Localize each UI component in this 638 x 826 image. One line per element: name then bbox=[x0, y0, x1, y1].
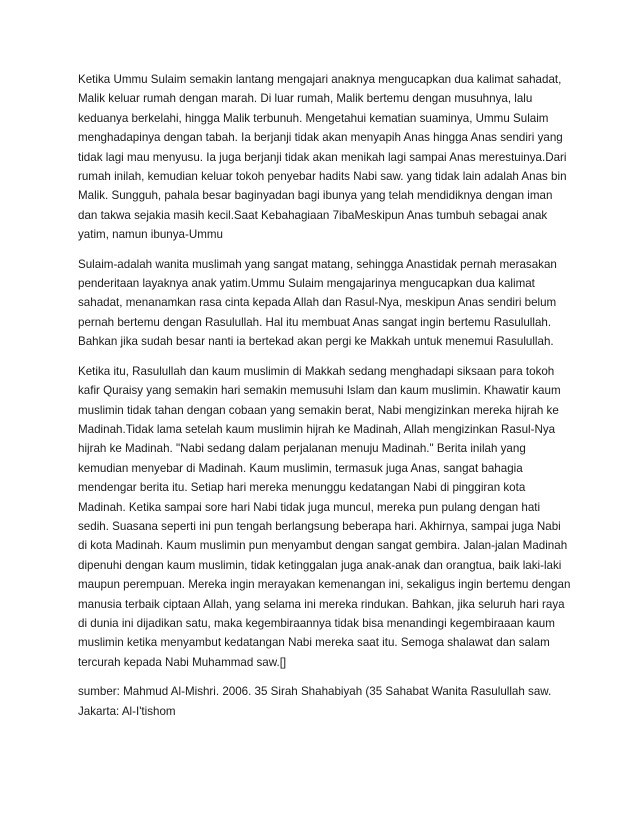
paragraph-anas-upbringing: Sulaim-adalah wanita muslimah yang sangat matang, sehingga Anastidak pernah merasakan penderitaan layaknya anak yatim.Ummu Sulaim mengajarinya mengucapkan dua kalimat sahadat, menanamkan rasa cinta kepada Allah dan Rasul-Nya, meskipun Anas sendiri belum pernah bertemu dengan Rasulullah. Hal itu membuat Anas sangat ingin bertemu Rasulullah. Bahkan jika sudah besar nanti ia bertekad akan pergi ke Makkah untuk menemui Rasulullah. bbox=[78, 257, 557, 349]
paragraph-malik-death: Ketika Ummu Sulaim semakin lantang mengajari anaknya mengucapkan dua kalimat sahadat, Malik keluar rumah dengan marah. Di luar rumah, Malik bertemu dengan musuhnya, lalu keduanya berkelahi, hingga Malik terbunuh. Mengetahui kematian suaminya, Ummu Sulaim menghadapinya dengan tabah. Ia berjanji tidak akan menyapih Anas hingga Anas sendiri yang tidak lagi mau menyusu. Ia juga berjanji tidak akan menikah lagi sampai Anas merestuinya.Dari rumah inilah, kemudian keluar tokoh penyebar hadits Nabi saw. yang tidak lain adalah Anas bin Malik. Sungguh, pahala besar baginyadan bagi ibunya yang telah mendidiknya dengan iman dan takwa sejakia masih kecil.Saat Kebahagiaan 7ibaMeskipun Anas tumbuh sebagai anak yatim, namun ibunya-Ummu bbox=[78, 73, 567, 242]
paragraph-hijrah-arrival: Ketika itu, Rasulullah dan kaum muslimin di Makkah sedang menghadapi siksaan para tokoh kafir Quraisy yang semakin hari semakin memusuhi Islam dan kaum muslimin. Khawatir kaum muslimin tidak tahan dengan cobaan yang semakin berat, Nabi mengizinkan mereka hijrah ke Madinah.Tidak lama setelah kaum muslimin hijrah ke Madinah, Allah mengizinkan Rasul-Nya hijrah ke Madinah. "Nabi sedang dalam perjalanan menuju Madinah." Berita inilah yang kemudian menyebar di Madinah. Kaum muslimin, termasuk juga Anas, sangat bahagia mendengar berita itu. Setiap hari mereka menunggu kedatangan Nabi di pinggiran kota Madinah. Ketika sampai sore hari Nabi tidak juga muncul, mereka pun pulang dengan hati sedih. Suasana seperti ini pun tengah berlangsung beberapa hari. Akhirnya, sampai juga Nabi di kota Madinah. Kaum muslimin pun menyambut dengan sangat gembira. Jalan-jalan Madinah dipenuhi dengan kaum muslimin, tidak ketinggalan juga anak-anak dan orangtua, baik laki-laki maupun perempuan. Mereka ingin merayakan kemenangan ini, sekaligus ingin bertemu dengan manusia terbaik ciptaan Allah, yang selama ini mereka rindukan. Bahkan, jika seluruh hari raya di dunia ini dijadikan satu, maka kegembiraannya tidak bisa menandingi kegembiraaan kaum muslimin ketika menyambut kedatangan Nabi mereka saat itu. Semoga shalawat dan salam tercurah kepada Nabi Muhammad saw.[] bbox=[78, 364, 571, 669]
source-citation: sumber: Mahmud Al-Mishri. 2006. 35 Sirah Shahabiyah (35 Sahabat Wanita Rasulullah saw. Jakarta: Al-I'tishom bbox=[78, 685, 552, 718]
document-page bbox=[78, 70, 572, 721]
